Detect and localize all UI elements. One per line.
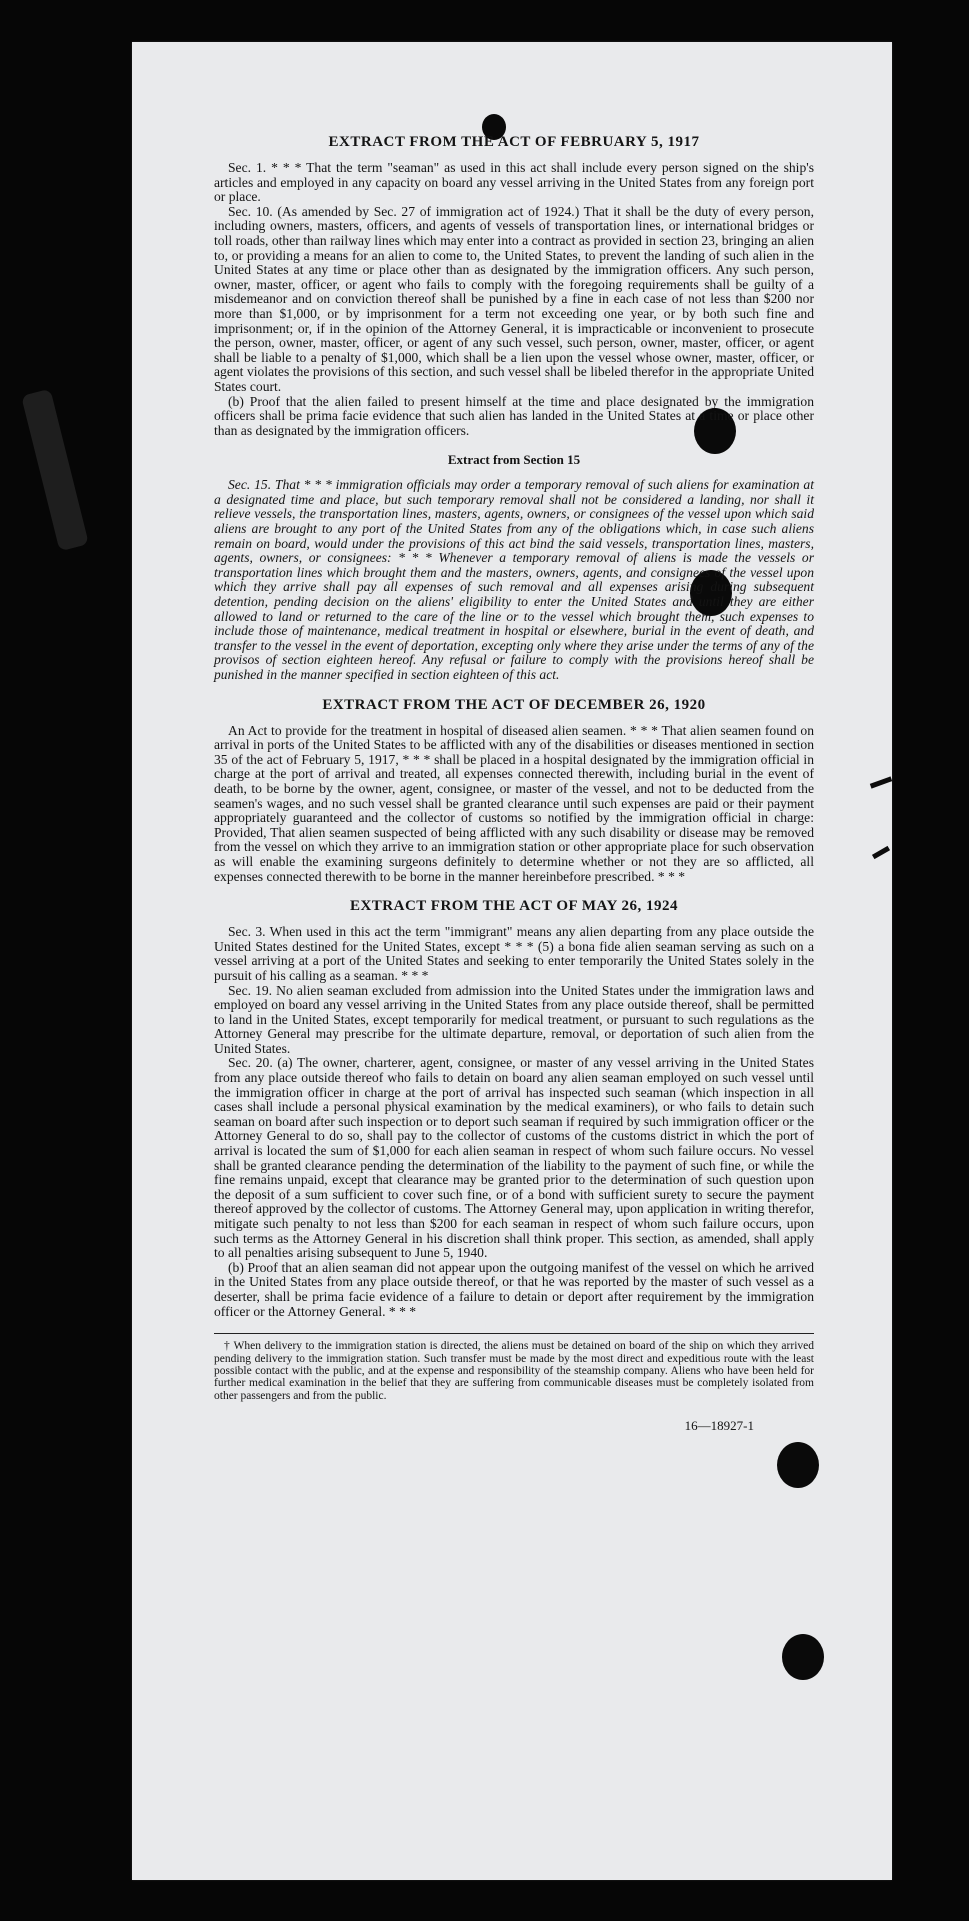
document-page — [132, 42, 892, 1880]
section-19-text: Sec. 19. No alien seaman excluded from admission into the United States under the immigration laws and employed on board any vessel arriving in the United States from any place outside thereof, shall be permitted to land in the United States, except temporarily for medical treatment, or pursuant to such regulations as the Attorney General may prescribe for the ultimate departure, removal, or deportation of such alien from the United States. — [214, 982, 814, 1056]
section-15-text: Sec. 15. That * * * immigration officials may order a temporary removal of such aliens for examination at a designated time and place, but such temporary removal shall not be considered a landing, nor shall it relieve vessels, the transportation lines, masters, agents, owners, or consignees of the vessel upon which said aliens are brought to any port of the United States from any of the obligations which, in case such aliens remain on board, would under the provisions of this act bind the said vessels, transportation lines, masters, agents, owners, or consignees: * * * Whenever a temporary removal of aliens is made the vessels or transportation lines which brought them and the masters, owners, agents, and consignees of the vessel upon which they arrive shall pay all expenses of such removal and all expenses arising during subsequent detention, pending decision on the aliens' eligibility to enter the United States and until they are either allowed to land or returned to the care of the line or to the vessel which brought them, such expenses to include those of maintenance, medical treatment in hospital or elsewhere, burial in the event of death, and transfer to the vessel in the event of deportation, excepting only where they arise under the terms of any of the provisos of section eighteen hereof. Any refusal or failure to comply with the provisions hereof shall be punished in the manner specified in section eighteen of this act. — [214, 477, 814, 682]
heading-section-15: Extract from Section 15 — [447, 452, 581, 468]
section-10-text: Sec. 10. (As amended by Sec. 27 of immigration act of 1924.) That it shall be the duty of every person, including owners, masters, officers, and agents of vessels of transportation lines, or international bridges or toll roads, other than railway lines which may enter into a contract as provided in section 23, bringing an alien to, or providing a means for an alien to come to, the United States, to prevent the landing of such alien in the United States at any time or place other than as designated by the immigration officers. Any such person, owner, master, officer, or agent who fails to comply with the foregoing requirements shall be guilty of a misdemeanor and on conviction thereof shall be punished by a fine in each case of not less than $200 nor more than $1,000, or by imprisonment for a term not exceeding one year, or by both such fine and imprisonment; or, if in the opinion of the Attorney General, it is impracticable or inconvenient to prosecute the person, owner, master, officer, or agent of any such vessel, such person, owner, master, officer, or agent shall be liable to a penalty of $1,000, which shall be a lien upon the vessel whose owner, master, officer, or agent violates the provisions of this section, and such vessel shall be libeled therefor in the appropriate United States court. — [214, 203, 814, 394]
footnote-text: † When delivery to the immigration station is directed, the aliens must be detained on board of the ship on which they arrived pending delivery to the immigration station. Such transfer must be made by the most direct and expeditious route with the least possible contact with the public, and at the expense and responsibility of the steamship company. Aliens who have been held for further medical examination in the belief that they are suffering from communicable diseases must be completely isolated from other passengers and from the public. — [214, 1340, 814, 1402]
section-20b-text: (b) Proof that an alien seaman did not appear upon the outgoing manifest of the vessel on which he arrived in the United States from any place outside thereof, or that he was reported by the master of such vessel as a deserter, shall be prima facie evidence of a failure to detain or deport after requirement by the immigration officer or the Attorney General. * * * — [214, 1259, 814, 1319]
form-number: 16—18927-1 — [684, 1418, 754, 1434]
section-10b-text: (b) Proof that the alien failed to present himself at the time and place designated by the immigration officers shall be prima facie evidence that such alien has landed in the United States at a time or place other than as designated by the immigration officers. — [214, 393, 814, 438]
section-20-text: Sec. 20. (a) The owner, charterer, agent, consignee, or master of any vessel arriving in the United States from any place outside thereof who fails to detain on board any alien seaman employed on such vessel until the immigration officer in charge at the port of arrival has inspected such seaman (which inspection in all cases shall include a personal physical examination by the medical examiners), or who fails to detain such seaman on board after such inspection or to deport such seaman if required by such immigration officer or the Attorney General to do so, shall pay to the collector of customs of the customs district in which the port of arrival is located the sum of $1,000 for each alien seaman in respect of whom such failure occurs. No vessel shall be granted clearance pending the determination of the liability to the payment of such fine, or while the fine remains unpaid, except that clearance may be granted prior to the determination of such question upon the deposit of a sum sufficient to cover such fine, or of a bond with sufficient surety to secure the payment thereof approved by the collector of customs. The Attorney General may, upon application in writing therefor, mitigate such penalty to not less than $200 for each seaman in respect of whom such failure occurs, upon such terms as the Attorney General in his discretion shall think proper. This section, as amended, shall apply to all penalties arising subsequent to June 5, 1940. — [214, 1055, 814, 1261]
document-text — [214, 134, 814, 1434]
heading-act-1917: EXTRACT FROM THE ACT OF FEBRUARY 5, 1917 — [328, 134, 700, 150]
footnote-divider — [214, 1333, 814, 1334]
punch-hole-4 — [782, 1634, 824, 1680]
heading-act-1924: EXTRACT FROM THE ACT OF MAY 26, 1924 — [349, 898, 679, 915]
section-3-text: Sec. 3. When used in this act the term "immigrant" means any alien departing from any place outside the United States destined for the United States, except * * * (5) a bona fide alien seaman serving as such on a vessel arriving at a port of the United States and seeking to enter temporarily the United States solely in the pursuit of his calling as a seaman. * * * — [214, 924, 814, 983]
heading-act-1920: EXTRACT FROM THE ACT OF DECEMBER 26, 1920 — [322, 696, 706, 713]
act-1920-text: An Act to provide for the treatment in hospital of diseased alien seamen. * * * That alien seamen found on arrival in ports of the United States to be afflicted with any of the disabilities or diseases mentioned in section 35 of the act of February 5, 1917, * * * shall be placed in a hospital designated by the immigration official in charge at the port of arrival and treated, all expenses connected therewith, including burial in the event of death, to be borne by the owner, agent, consignee, or master of the vessel, and not to be deducted from the seamen's wages, and no such vessel shall be granted clearance until such expenses are paid or their payment appropriately guaranteed and the collector of customs so notified by the immigration official in charge: Provided, That alien seamen suspected of being afflicted with any such disability or disease may be removed from the vessel on which they arrive to an immigration station or other appropriate place for such observation as will enable the examining surgeons definitely to determine whether or not they are so afflicted, all expenses connected therewith to be borne in the manner hereinbefore prescribed. * * * — [214, 722, 814, 884]
punch-hole-3 — [777, 1442, 819, 1488]
scan-edge-shadow — [21, 389, 89, 552]
section-1-text: Sec. 1. * * * That the term "seaman" as used in this act shall include every person signed on the ship's articles and employed in any capacity on board any vessel arriving in the United States from any foreign port or place. — [214, 160, 814, 205]
